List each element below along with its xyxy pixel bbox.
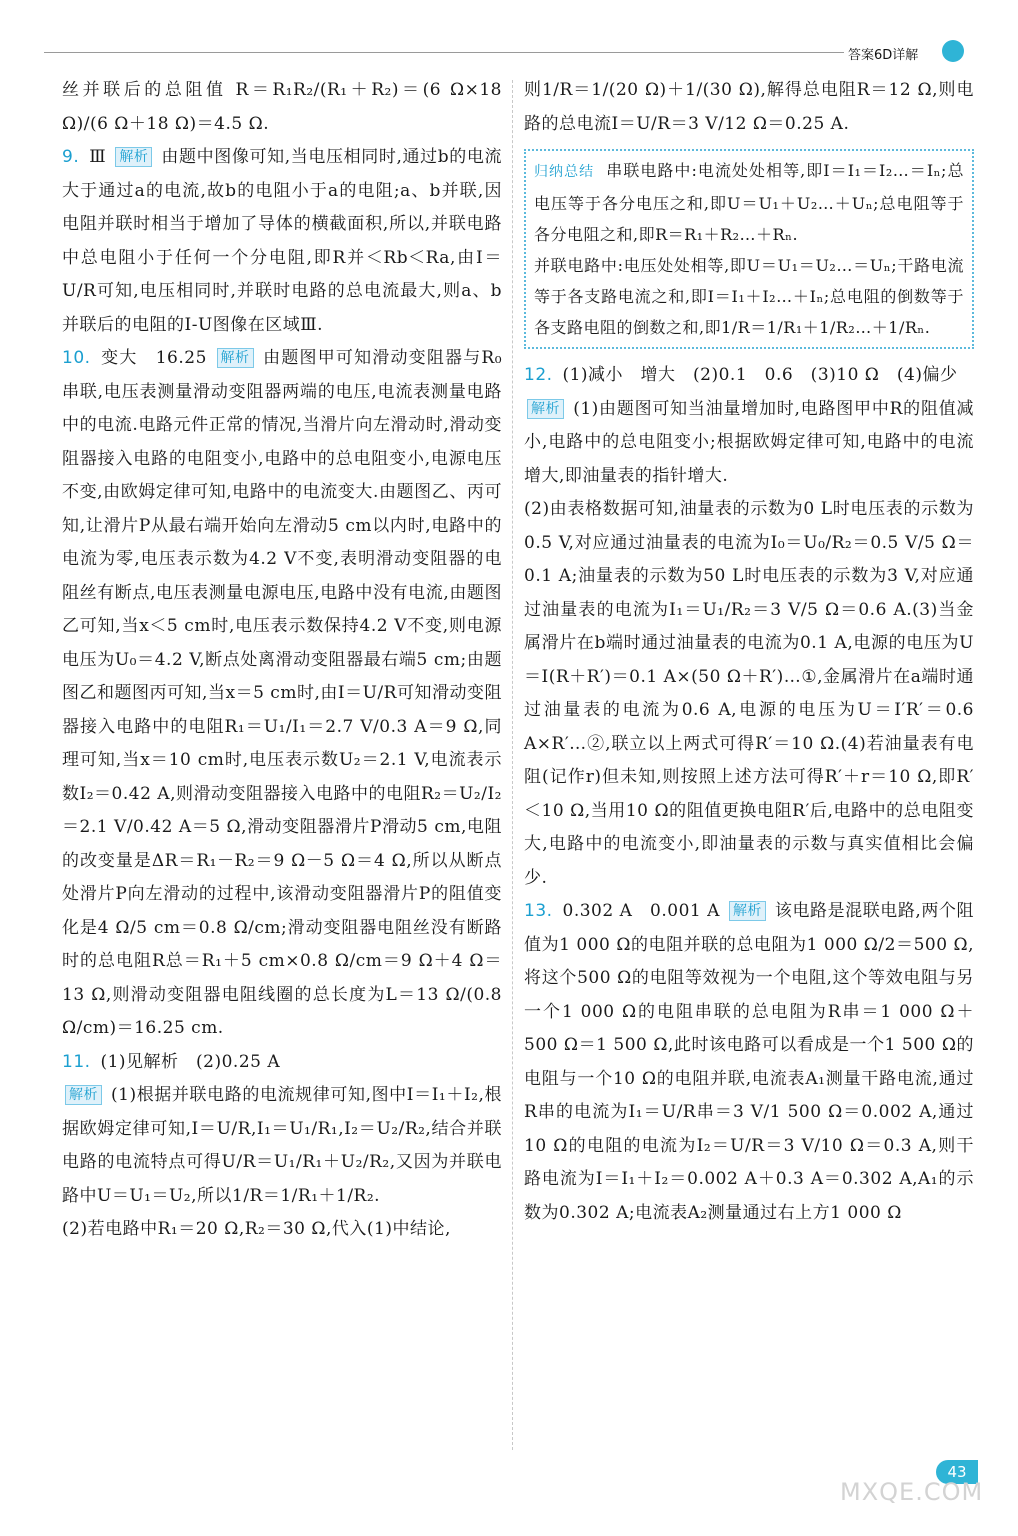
analysis-text: 由题中图像可知,当电压相同时,通过b的电流大于通过a的电流,故b的电阻小于a的电阻;a、b并联,因电阻并联时相当于增加了导体的横截面积,所以,并联电路中总电阻小于任何一个分电阻,即R并＜Rb＜Ra,由I＝U/R可知,电压相同时,并联时电路的总电流最大,则a、b并联后的电阻的I-U图像在区域Ⅲ. [62, 147, 502, 335]
header-title: 答案6D详解 [848, 48, 919, 63]
paragraph-continued: 则1/R＝1/(20 Ω)＋1/(30 Ω),解得总电阻R＝12 Ω,则电路的总电流I＝U/R＝3 V/12 Ω＝0.25 A. [524, 80, 974, 134]
analysis-tag: 解析 [527, 399, 564, 419]
question-9 [62, 141, 502, 342]
book-icon [942, 40, 964, 62]
column-divider [512, 80, 513, 1450]
answer: 0.302 A 0.001 A [562, 901, 720, 921]
answer: (1)见解析 (2)0.25 A [100, 1051, 281, 1072]
analysis-tag: 解析 [115, 147, 152, 167]
question-number: 13. [524, 901, 553, 921]
question-number: 10. [62, 348, 91, 368]
question-11-part2: (2)若电路中R₁＝20 Ω,R₂＝30 Ω,代入(1)中结论, [62, 1219, 451, 1239]
question-13 [524, 895, 974, 1230]
summary-box [524, 149, 974, 349]
analysis-text: (1)根据并联电路的电流规律可知,图中I＝I₁＋I₂,根据欧姆定律可知,I＝U/R,I₁＝U₁/R₁,I₂＝U₂/R₂,结合并联电路的电流特点可得U/R＝U₁/R₁＋U₂/R₂,又因为并联电路中U＝U₁＝U₂,所以1/R＝1/R₁＋1/R₂. [62, 1085, 502, 1206]
left-column [62, 74, 502, 1247]
analysis-tag: 解析 [217, 348, 254, 368]
analysis-tag: 解析 [65, 1085, 102, 1105]
analysis-text: 由题图甲可知滑动变阻器与R₀串联,电压表测量滑动变阻器两端的电压,电流表测量电路中的电流.电路元件正常的情况,当滑片向左滑动时,滑动变阻器接入电路的电阻变小,电路中的总电阻变小,电源电压不变,由欧姆定律可知,电路中的电流变大.由题图乙、丙可知,让滑片P从最右端开始向左滑动5 cm以内时,电路中的电流为零,电压表示数为4.2 V不变,表明滑动变阻器的电阻丝有断点,电压表测量电源电压,电路中没有电流,由题图乙可知,当x＜5 cm时,电压表示数保持4.2 V不变,则电源电压为U₀＝4.2 V,断点处离滑动变阻器最右端5 cm;由题图乙和题图丙可知,当x＝5 cm时,由I＝U/R可知滑动变阻器接入电路中的电阻R₁＝U₁/I₁＝2.7 V/0.3 A＝9 Ω,同理可知,当x＝10 cm时,电压表示数U₂＝2.1 V,电流表示数I₂＝0.42 A,则滑动变阻器接入电路中的电阻R₂＝U₂/I₂＝2.1 V/0.42 A＝5 Ω,滑动变阻器滑片P滑动5 cm,电阻的改变量是ΔR＝R₁－R₂＝9 Ω－5 Ω＝4 Ω,所以从断点处滑片P向左滑动的过程中,该滑动变阻器滑片P的阻值变化是4 Ω/5 cm＝0.8 Ω/cm;滑动变阻器电阻丝没有断路时的总电阻R总＝R₁＋5 cm×0.8 Ω/cm＝9 Ω＋4 Ω＝13 Ω,则滑动变阻器电阻线圈的总长度为L＝13 Ω/(0.8 Ω/cm)＝16.25 cm. [62, 348, 503, 1038]
question-number: 9. [62, 147, 80, 167]
question-11 [62, 1046, 502, 1080]
answer: 变大 16.25 [101, 348, 207, 368]
question-number: 12. [524, 365, 553, 385]
page-number: 43 [936, 1460, 978, 1484]
question-12-analysis [524, 393, 974, 494]
summary-parallel: 并联电路中:电压处处相等,即U＝U₁＝U₂…＝Uₙ;干路电流等于各支路电流之和,即I＝I₁＋I₂…＋Iₙ;总电阻的倒数等于各支路电阻的倒数之和,即1/R＝1/R₁＋1/R₂…＋1/Rₙ. [534, 256, 964, 337]
question-11-analysis [62, 1079, 502, 1213]
analysis-text: 该电路是混联电路,两个阻值为1 000 Ω的电阻并联的总电阻为1 000 Ω/2＝500 Ω,将这个500 Ω的电阻等效视为一个电阻,这个等效电阻与另一个1 000 Ω的电阻串联的总电阻为R串＝1 000 Ω＋500 Ω＝1 500 Ω,此时该电路可以看成是一个1 500 Ω的电阻与一个10 Ω的电阻并联,电流表A₁测量干路电流,通过R串的电流为I₁＝U/R串＝3 V/1 500 Ω＝0.002 A,通过10 Ω的电阻的电流为I₂＝U/R＝3 V/10 Ω＝0.3 A,则干路电流为I＝I₁＋I₂＝0.002 A＋0.3 A＝0.302 A,A₁的示数为0.302 A;电流表A₂测量通过右上方1 000 Ω [524, 901, 974, 1223]
question-12 [524, 359, 974, 393]
answer: (1)减小 增大 (2)0.1 0.6 (3)10 Ω (4)偏少 [562, 365, 958, 385]
answer: Ⅲ [89, 147, 107, 167]
summary-series: 串联电路中:电流处处相等,即I＝I₁＝I₂…＝Iₙ;总电压等于各分电压之和,即U＝U₁＋U₂…＋Uₙ;总电阻等于各分电阻之和,即R＝R₁＋R₂…＋Rₙ. [534, 161, 964, 244]
right-column [524, 74, 974, 1230]
analysis-tag: 解析 [729, 901, 766, 921]
paragraph-continued: 丝并联后的总阻值 R＝R₁R₂/(R₁＋R₂)＝(6 Ω×18 Ω)/(6 Ω＋18 Ω)＝4.5 Ω. [62, 80, 502, 134]
question-number: 11. [62, 1051, 91, 1072]
header-rule [44, 52, 844, 53]
watermark: MXQE.COM [840, 1478, 984, 1506]
summary-tag: 归纳总结 [534, 164, 595, 180]
analysis-text: (1)由题图可知当油量增加时,电路图甲中R的阻值减小,电路中的总电阻变小;根据欧姆定律可知,电路中的电流增大,即油量表的指针增大. [524, 398, 974, 486]
question-12-part2: (2)由表格数据可知,油量表的示数为0 L时电压表的示数为0.5 V,对应通过油量表的电流为I₀＝U₀/R₂＝0.5 V/5 Ω＝0.1 A;油量表的示数为50 L时电压表的示数为3 V,对应通过油量表的电流为I₁＝U₁/R₂＝3 V/5 Ω＝0.6 A.(3)当金属滑片在b端时通过油量表的电流为0.1 A,电源的电压为U＝I(R＋R′)＝0.1 A×(50 Ω＋R′)…①,金属滑片在a端时通过油量表的电流为0.6 A,电源的电压为U＝I′R′＝0.6 A×R′…②,联立以上两式可得R′＝10 Ω.(4)若油量表有电阻(记作r)但未知,则按照上述方法可得R′＋r＝10 Ω,即R′＜10 Ω,当用10 Ω的阻值更换电阻R′后,电路中的总电阻变大,电路中的电流变小,即油量表的示数与真实值相比会偏少. [524, 499, 974, 888]
question-10 [62, 342, 502, 1046]
